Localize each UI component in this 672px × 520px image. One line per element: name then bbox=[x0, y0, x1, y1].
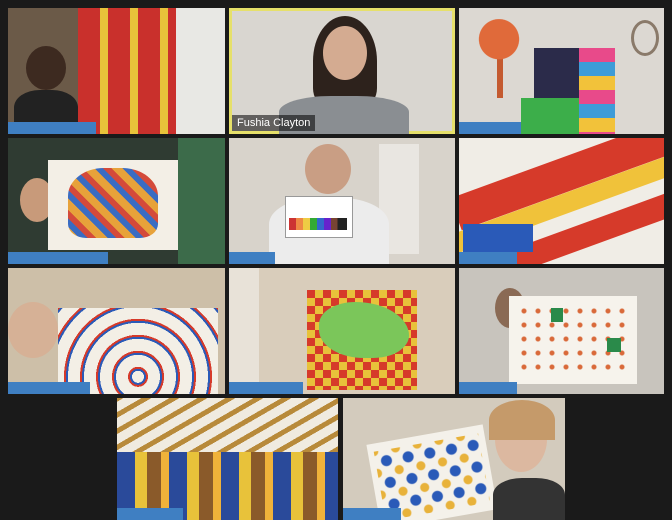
video-tile-4[interactable] bbox=[8, 138, 225, 264]
name-tag-blue bbox=[117, 508, 183, 520]
video-tile-11[interactable] bbox=[343, 398, 565, 520]
participant-name-label: Fushia Clayton bbox=[232, 115, 315, 131]
painting-brush-strokes bbox=[117, 398, 338, 452]
name-tag-blue bbox=[8, 252, 108, 264]
whiteboard bbox=[176, 8, 225, 134]
watercolor-palette bbox=[285, 196, 353, 238]
palette-colors bbox=[289, 218, 347, 230]
participant-body bbox=[493, 478, 565, 520]
video-tile-8[interactable] bbox=[229, 268, 455, 394]
painting-tree bbox=[469, 14, 529, 98]
video-tile-7[interactable] bbox=[8, 268, 225, 394]
painting-grid-red-yellow bbox=[78, 8, 178, 134]
name-tag-blue bbox=[8, 382, 90, 394]
video-tile-10[interactable] bbox=[117, 398, 338, 520]
name-tag-blue bbox=[8, 122, 96, 134]
wall-mirror bbox=[631, 20, 659, 56]
bookshelf bbox=[229, 268, 259, 394]
name-tag-blue bbox=[459, 382, 517, 394]
name-tag-blue bbox=[459, 252, 517, 264]
video-tile-1[interactable] bbox=[8, 8, 225, 134]
participant-head bbox=[305, 144, 351, 194]
video-tile-3[interactable] bbox=[459, 8, 664, 134]
tree-background bbox=[178, 138, 225, 264]
painting-tree-small-2 bbox=[607, 338, 621, 352]
painting-blue-shape bbox=[463, 224, 533, 252]
name-tag-blue bbox=[229, 382, 303, 394]
participant-face bbox=[323, 26, 367, 80]
hand-print-color bbox=[68, 168, 158, 238]
painting-tree-small bbox=[551, 308, 563, 322]
video-tile-2[interactable] bbox=[229, 8, 455, 134]
video-tile-5[interactable] bbox=[229, 138, 455, 264]
name-tag-blue bbox=[459, 122, 521, 134]
name-tag-blue bbox=[343, 508, 401, 520]
participant-head bbox=[26, 46, 66, 90]
participant-head bbox=[8, 302, 58, 358]
video-tile-6[interactable] bbox=[459, 138, 664, 264]
video-tile-9[interactable] bbox=[459, 268, 664, 394]
painting-green bbox=[521, 98, 581, 134]
name-tag-blue bbox=[229, 252, 275, 264]
participant-hair bbox=[489, 400, 555, 440]
painting-colorful-blocks bbox=[579, 48, 615, 134]
